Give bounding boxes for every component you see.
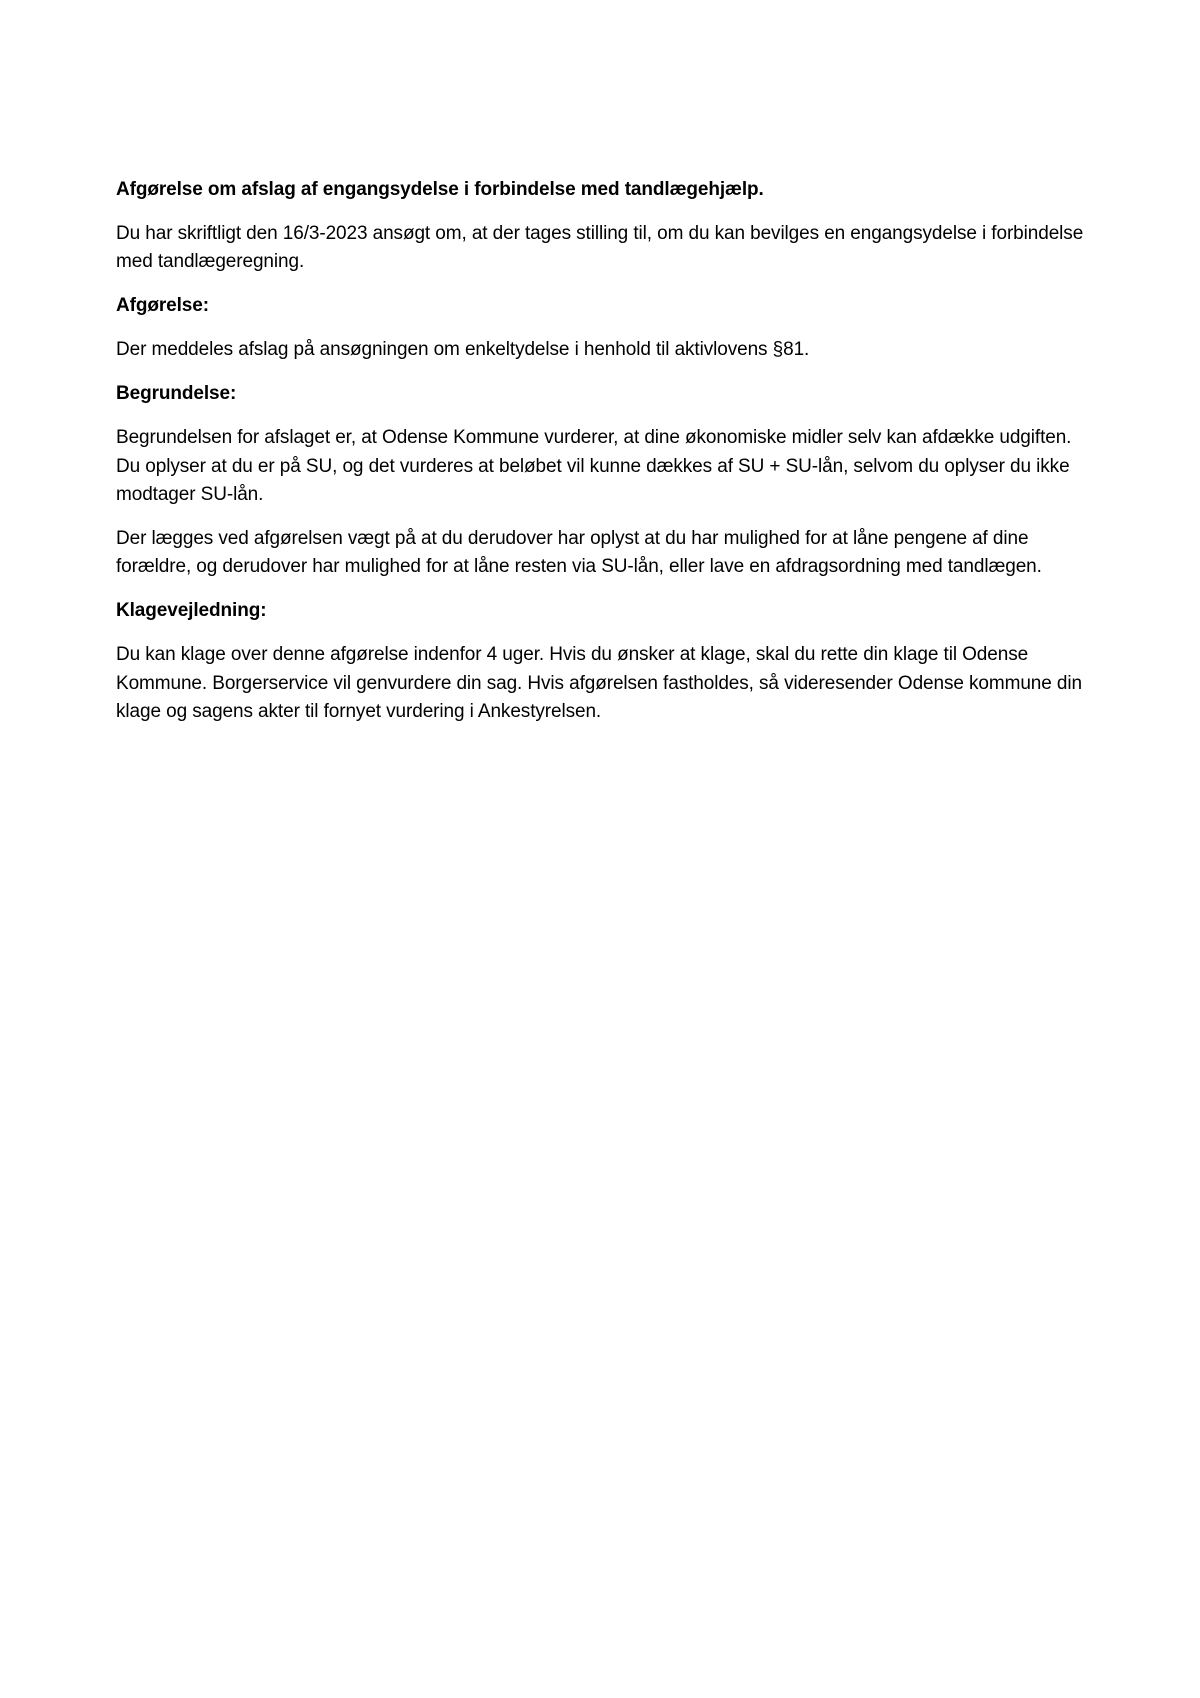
document-body <box>116 176 1096 742</box>
decision-heading: Afgørelse: <box>116 294 209 316</box>
intro-paragraph: Du har skriftligt den 16/3-2023 ansøgt om, at der tages stilling til, om du kan bevilges en engangsydelse i forbindelse med tandlægeregning. <box>116 222 1084 272</box>
decision-paragraph: Der meddeles afslag på ansøgningen om enkeltydelse i henhold til aktivlovens §81. <box>116 339 810 360</box>
reasoning-paragraph-2: Der lægges ved afgørelsen vægt på at du derudover har oplyst at du har mulighed for at låne pengene af dine forældre, og derudover har mulighed for at låne resten via SU-lån, eller lave en afdragsordning med tandlægen. <box>116 527 1042 577</box>
reasoning-paragraph-1: Begrundelsen for afslaget er, at Odense Kommune vurderer, at dine økonomiske midler selv kan afdække udgiften. Du oplyser at du er på SU, og det vurderes at beløbet vil kunne dækkes af SU + SU-lån, selvom du oplyser du ikke modtager SU-lån. <box>116 427 1072 505</box>
appeal-paragraph: Du kan klage over denne afgørelse indenfor 4 uger. Hvis du ønsker at klage, skal du rette din klage til Odense Kommune. Borgerservice vil genvurdere din sag. Hvis afgørelsen fastholdes, så videresender Odense kommune din klage og sagens akter til fornyet vurdering i Ankestyrelsen. <box>116 644 1082 722</box>
appeal-heading: Klagevejledning: <box>116 599 267 621</box>
document-title: Afgørelse om afslag af engangsydelse i forbindelse med tandlægehjælp. <box>116 179 764 200</box>
reasoning-heading: Begrundelse: <box>116 382 237 404</box>
